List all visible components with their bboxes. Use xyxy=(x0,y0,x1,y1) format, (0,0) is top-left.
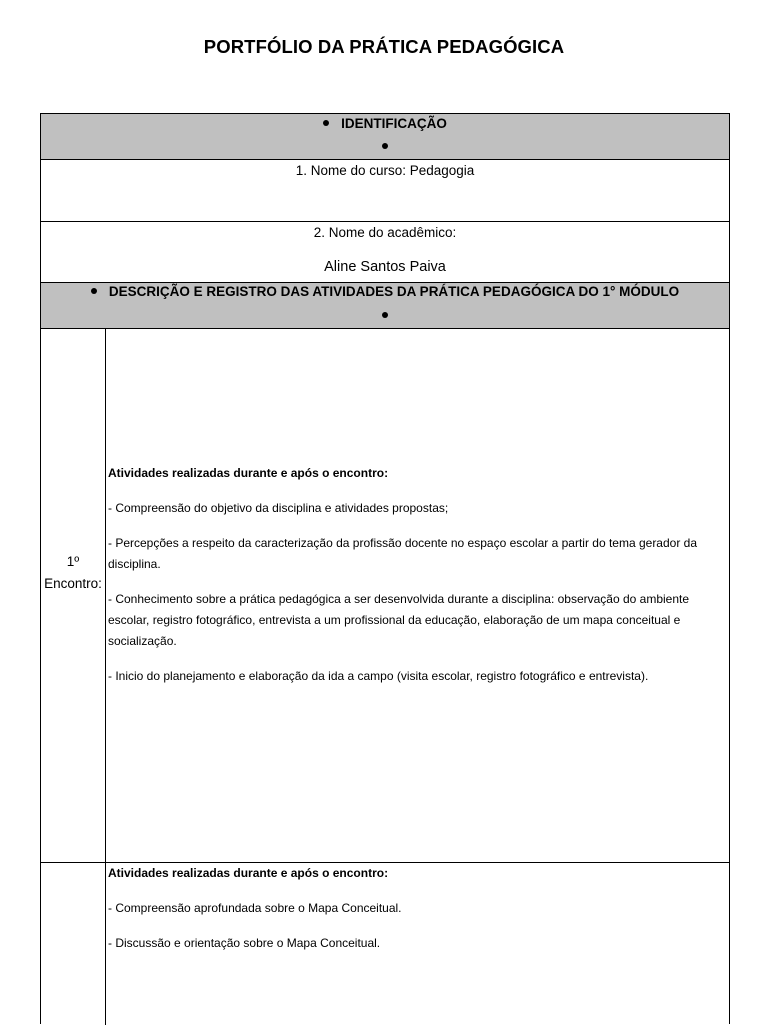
identification-header xyxy=(41,114,729,160)
bullet-icon xyxy=(382,312,388,318)
student-name: Aline Santos Paiva xyxy=(324,259,446,275)
bullet-icon xyxy=(382,143,388,149)
student-row xyxy=(41,222,729,283)
course-row xyxy=(41,160,729,222)
encounter-row xyxy=(41,863,729,1025)
encounter-label: 1º Encontro: xyxy=(44,554,102,591)
encounter-row xyxy=(41,329,729,863)
identification-heading: IDENTIFICAÇÃO xyxy=(41,116,729,131)
course-label: 1. Nome do curso: Pedagogia xyxy=(295,163,475,178)
column-divider xyxy=(105,329,106,863)
list-item: - Percepções a respeito da caracterização da profissão docente no espaço escolar a partir do tema gerador da disciplina. xyxy=(108,536,698,571)
encounter-content xyxy=(108,863,724,968)
bullet-icon xyxy=(323,120,329,126)
list-item: - Conhecimento sobre a prática pedagógica a ser desenvolvida durante a disciplina: observação do ambiente escolar, registro fotográfico, entrevista a um profissional da educação, elaboração de um mapa conceitual e socialização. xyxy=(108,592,690,648)
list-item: - Compreensão aprofundada sobre o Mapa Conceitual. xyxy=(108,901,402,915)
student-label: 2. Nome do acadêmico: xyxy=(313,225,457,240)
bullet-icon xyxy=(91,288,97,294)
list-item: - Inicio do planejamento e elaboração da ida a campo (visita escolar, registro fotográfico e entrevista). xyxy=(108,669,649,683)
page-title: PORTFÓLIO DA PRÁTICA PEDAGÓGICA xyxy=(203,36,565,57)
list-item: - Compreensão do objetivo da disciplina e atividades propostas; xyxy=(108,501,449,515)
portfolio-table xyxy=(40,113,730,1024)
encounter-heading: Atividades realizadas durante e após o encontro: xyxy=(108,466,389,480)
activities-header xyxy=(41,283,729,329)
encounter-content xyxy=(108,463,724,701)
activities-heading: DESCRIÇÃO E REGISTRO DAS ATIVIDADES DA PRÁTICA PEDAGÓGICA DO 1° MÓDULO xyxy=(41,284,729,299)
list-item: - Discussão e orientação sobre o Mapa Conceitual. xyxy=(108,936,381,950)
encounter-heading: Atividades realizadas durante e após o encontro: xyxy=(108,866,389,880)
column-divider xyxy=(105,863,106,1025)
